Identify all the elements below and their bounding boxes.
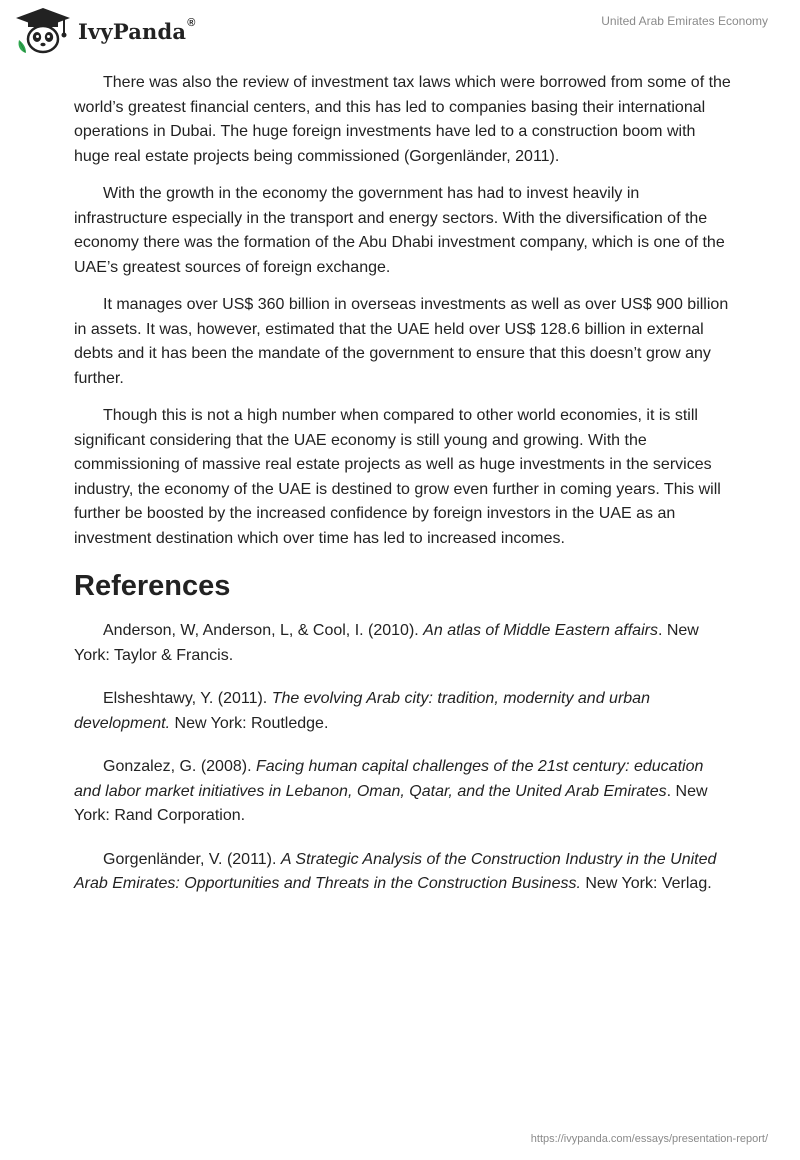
- reference-authors: Elsheshtawy, Y. (2011).: [103, 690, 272, 707]
- reference-item: [74, 687, 734, 736]
- reference-authors: Anderson, W, Anderson, L, & Cool, I. (2010).: [103, 622, 424, 639]
- reference-item: [74, 755, 734, 829]
- reference-title: The evolving Arab city: tradition, modernity and urban development.: [74, 690, 650, 732]
- reference-publisher: . New York: Taylor & Francis.: [74, 622, 699, 664]
- essay-content: [74, 71, 734, 916]
- source-url[interactable]: https://ivypanda.com/essays/presentation-report/: [530, 1133, 768, 1145]
- reference-title: A Strategic Analysis of the Construction Industry in the United Arab Emirates: Opportunities and Threats in the Construction Business.: [74, 850, 717, 892]
- panda-graduate-icon: [14, 6, 72, 56]
- reference-publisher: New York: Routledge.: [170, 714, 329, 732]
- document-title: United Arab Emirates Economy: [601, 14, 768, 28]
- reference-publisher: New York: Verlag.: [580, 875, 712, 892]
- reference-publisher: . New York: Rand Corporation.: [74, 782, 708, 824]
- brand-name: IvyPanda: [78, 18, 187, 44]
- body-paragraph: There was also the review of investment tax laws which were borrowed from some of the world’s greatest financial centers, and this has led to companies basing their international operations in Dubai. The huge foreign investments have led to a construction boom with huge real estate projects being commissioned (Gorgenländer, 2011).: [74, 74, 731, 165]
- reference-item: [74, 619, 734, 668]
- reference-authors: Gonzalez, G. (2008).: [103, 758, 256, 775]
- page-header: [0, 0, 800, 60]
- reference-authors: Gorgenländer, V. (2011).: [103, 850, 281, 868]
- registered-mark: ®: [187, 16, 196, 29]
- reference-title: An atlas of Middle Eastern affairs: [423, 622, 658, 639]
- body-paragraph: Though this is not a high number when compared to other world economies, it is still significant considering that the UAE economy is still young and growing. With the commissioning of massive real estate projects as well as huge investments in the services industry, the economy of the UAE is destined to grow even further in coming years. This will further be boosted by the increased confidence by foreign investors in the UAE as an investment destination which over time has led to increased incomes.: [74, 407, 721, 547]
- references-heading: References: [74, 570, 231, 602]
- ivypanda-logo[interactable]: [14, 6, 196, 56]
- body-paragraph: With the growth in the economy the government has had to invest heavily in infrastructure especially in the transport and energy sectors. With the diversification of the economy there was the formation of the Abu Dhabi investment company, which is one of the UAE’s greatest sources of foreign exchange.: [74, 185, 725, 276]
- brand-wordmark: [78, 16, 196, 44]
- reference-item: [74, 848, 734, 897]
- reference-title: Facing human capital challenges of the 21st century: education and labor market initiatives in Lebanon, Oman, Qatar, and the United Arab Emirates: [74, 758, 704, 800]
- body-paragraph: It manages over US$ 360 billion in overseas investments as well as over US$ 900 billion in assets. It was, however, estimated that the UAE held over US$ 128.6 billion in external debts and it has been the mandate of the government to ensure that this doesn’t grow any further.: [74, 296, 729, 387]
